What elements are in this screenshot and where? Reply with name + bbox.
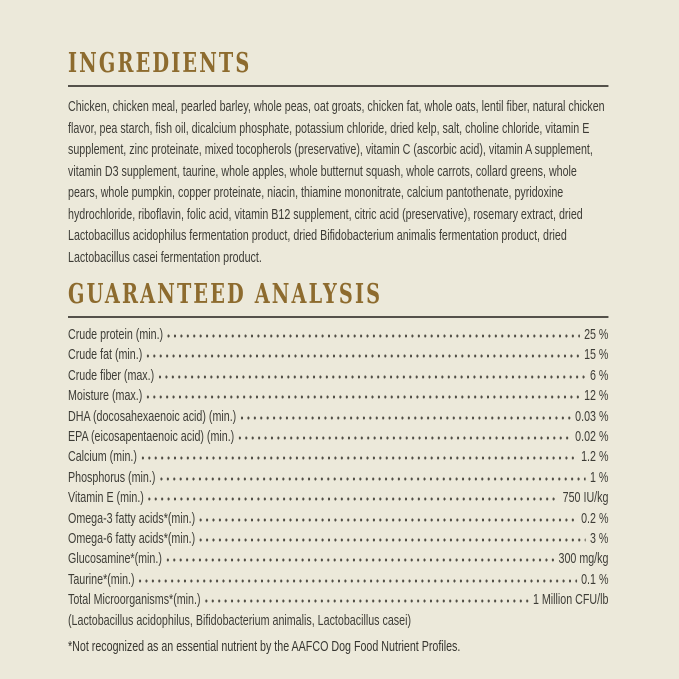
dot-leader bbox=[199, 509, 576, 523]
aafco-footnote: *Not recognized as an essential nutrient by the AAFCO Dog Food Nutrient Profiles. bbox=[68, 638, 461, 656]
dot-leader bbox=[147, 345, 580, 359]
analysis-row-value: 6 % bbox=[590, 366, 609, 384]
microorganisms-note: (Lactobacillus acidophilus, Bifidobacterium animalis, Lactobacillus casei) bbox=[68, 611, 412, 629]
dot-leader bbox=[241, 407, 571, 421]
table-row bbox=[68, 427, 608, 447]
analysis-row-label: Moisture (max.) bbox=[68, 387, 143, 405]
analysis-row-value: 3 % bbox=[590, 530, 609, 548]
table-row bbox=[68, 345, 608, 365]
dot-leader bbox=[205, 590, 529, 604]
analysis-row-label: Vitamin E (min.) bbox=[68, 489, 144, 507]
analysis-row-value: 300 mg/kg bbox=[558, 550, 609, 568]
analysis-row-label: EPA (eicosapentaenoic acid) (min.) bbox=[68, 428, 235, 446]
guaranteed-analysis-section bbox=[68, 281, 608, 658]
analysis-row-value: 0.03 % bbox=[575, 407, 609, 425]
table-row bbox=[68, 509, 608, 529]
analysis-row-label: Omega-3 fatty acids*(min.) bbox=[68, 509, 196, 527]
table-row bbox=[68, 386, 608, 406]
analysis-row-label: Crude protein (min.) bbox=[68, 326, 164, 343]
guaranteed-analysis-divider bbox=[68, 316, 608, 318]
analysis-row-value: 0.02 % bbox=[575, 428, 609, 446]
analysis-row-value: 0.2 % bbox=[581, 509, 609, 527]
analysis-row-label: Taurine*(min.) bbox=[68, 570, 135, 588]
analysis-row-value: 15 % bbox=[584, 346, 609, 364]
analysis-row-value: 25 % bbox=[584, 326, 609, 343]
analysis-row-label: Crude fiber (max.) bbox=[68, 366, 155, 384]
analysis-row-value: 1.2 % bbox=[581, 448, 609, 466]
dot-leader bbox=[139, 570, 577, 584]
analysis-row-value: 750 IU/kg bbox=[562, 489, 609, 507]
analysis-row-label: Phosphorus (min.) bbox=[68, 468, 156, 486]
table-row bbox=[68, 529, 608, 549]
label-content bbox=[68, 50, 679, 658]
table-row bbox=[68, 488, 608, 508]
analysis-row-value: 12 % bbox=[584, 387, 609, 405]
guaranteed-analysis-title: GUARANTEED ANALYSIS bbox=[68, 279, 383, 310]
table-row bbox=[68, 468, 608, 488]
analysis-row-label: Total Microorganisms*(min.) bbox=[68, 591, 201, 609]
ingredients-section bbox=[68, 50, 608, 268]
table-row bbox=[68, 570, 608, 590]
table-row bbox=[68, 325, 608, 345]
dot-leader bbox=[148, 488, 558, 502]
dot-leader bbox=[167, 325, 579, 339]
table-row bbox=[68, 549, 608, 569]
dot-leader bbox=[160, 468, 586, 482]
analysis-row-label: Glucosamine*(min.) bbox=[68, 550, 162, 568]
analysis-row-value: 1 % bbox=[590, 468, 609, 486]
ingredients-title: INGREDIENTS bbox=[68, 48, 252, 79]
table-row bbox=[68, 407, 608, 427]
analysis-row-label: Omega-6 fatty acids*(min.) bbox=[68, 530, 196, 548]
analysis-row-label: DHA (docosahexaenoic acid) (min.) bbox=[68, 407, 237, 425]
dot-leader bbox=[166, 549, 554, 563]
dot-leader bbox=[199, 529, 585, 543]
table-row bbox=[68, 366, 608, 386]
analysis-table bbox=[68, 325, 608, 611]
table-row bbox=[68, 447, 608, 467]
ingredients-text: Chicken, chicken meal, pearled barley, whole peas, oat groats, chicken fat, whole oats, lentil fiber, natural chicken flavor, pea starch, fish oil, dicalcium phosphate, potassium chloride, dried kelp, salt, choline chloride, vitamin E supplement, zinc proteinate, mixed tocopherols (preservative), vitamin C (ascorbic acid), vitamin A supplement, vitamin D3 supplement, taurine, whole apples, whole butternut squash, whole carrots, collard greens, whole pears, whole pumpkin, copper proteinate, niacin, thiamine mononitrate, calcium pantothenate, pyridoxine hydrochloride, riboflavin, folic acid, vitamin B12 supplement, citric acid (preservative), rosemary extract, dried Lactobacillus acidophilus fermentation product, dried Bifidobacterium animalis fermentation product, dried Lactobacillus casei fermentation product. bbox=[68, 98, 605, 266]
table-row bbox=[68, 590, 608, 610]
dot-leader bbox=[147, 386, 580, 400]
analysis-row-label: Calcium (min.) bbox=[68, 448, 137, 466]
ingredients-divider bbox=[68, 85, 608, 87]
dot-leader bbox=[158, 366, 585, 380]
dot-leader bbox=[239, 427, 571, 441]
analysis-row-label: Crude fat (min.) bbox=[68, 346, 143, 364]
analysis-row-value: 0.1 % bbox=[581, 570, 609, 588]
dot-leader bbox=[141, 447, 577, 461]
label-inner bbox=[68, 50, 608, 658]
analysis-row-value: 1 Million CFU/lb bbox=[532, 591, 609, 609]
